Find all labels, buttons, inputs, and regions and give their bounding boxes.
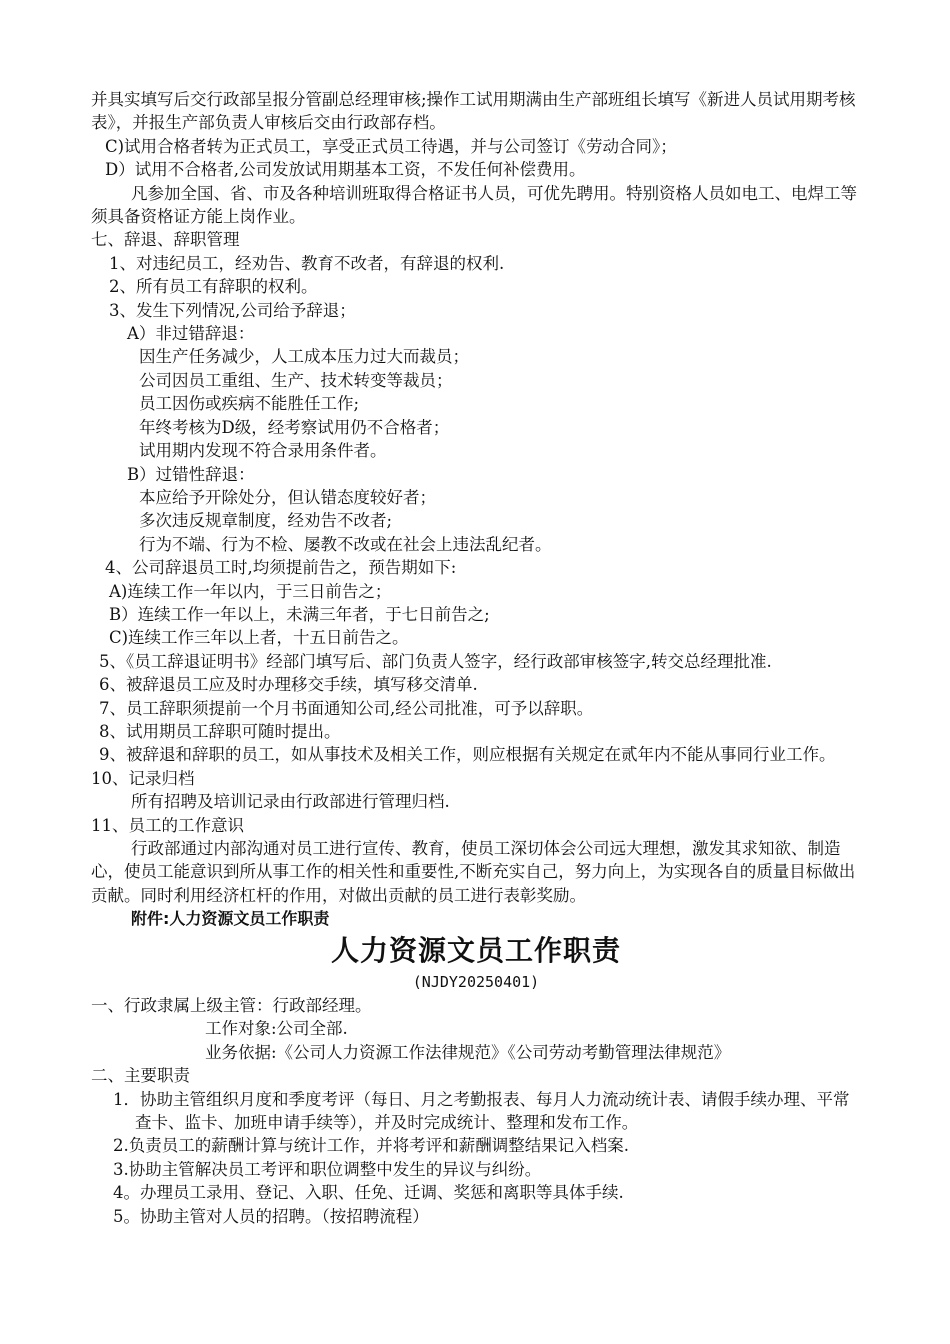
paragraph-probation-review: 并具实填写后交行政部呈报分管副总经理审核;操作工试用期满由生产部班组长填写《新进人员试用期考核表》，并报生产部负责人审核后交由行政部存档。 [91, 90, 856, 133]
item-7-2: 2、所有员工有辞职的权利。 [109, 277, 318, 297]
appendix-superior: 一、行政隶属上级主管：行政部经理。 [91, 996, 372, 1016]
appendix-duty-5: 5。协助主管对人员的招聘。（按招聘流程） [113, 1206, 429, 1226]
item-7-6: 6、被辞退员工应及时办理移交手续，填写移交清单. [99, 675, 478, 695]
item-7-3-b-1: 本应给予开除处分，但认错态度较好者； [139, 487, 436, 507]
item-7-3-a-4: 年终考核为D级，经考察试用仍不合格者； [139, 417, 450, 437]
item-7-9: 9、被辞退和辞职的员工，如从事技术及相关工作，则应根据有关规定在贰年内不能从事同行业工作。 [99, 745, 836, 765]
item-7-3-a-3: 员工因伤或疾病不能胜任工作; [139, 394, 360, 414]
appendix-label: 附件:人力资源文员工作职责 [131, 909, 330, 929]
document-page [91, 88, 861, 1228]
appendix-title: 人力资源文员工作职责 [330, 933, 621, 967]
item-7-3-a: A）非过错辞退： [127, 324, 255, 344]
appendix-duties-heading: 二、主要职责 [91, 1066, 190, 1086]
paragraph-certified-hiring: 凡参加全国、省、市及各种培训班取得合格证书人员，可优先聘用。特别资格人员如电工、电焊工等须具备资格证方能上岗作业。 [91, 183, 857, 227]
item-7-4-a: A)连续工作一年以内，于三日前告之； [109, 581, 392, 601]
section-10-heading: 10、记录归档 [91, 768, 195, 788]
item-7-4: 4、公司辞退员工时,均须提前告之，预告期如下: [105, 558, 457, 578]
item-7-3-a-1: 因生产任务减少，人工成本压力过大而裁员； [139, 347, 469, 367]
item-7-7: 7、员工辞职须提前一个月书面通知公司,经公司批准，可予以辞职。 [99, 698, 594, 718]
item-7-3: 3、发生下列情况,公司给予辞退； [109, 300, 356, 320]
item-7-4-c: C)连续工作三年以上者，十五日前告之。 [109, 628, 409, 648]
appendix-duty-3: 3.协助主管解决员工考评和职位调整中发生的异议与纠纷。 [113, 1159, 542, 1179]
item-7-4-b: B）连续工作一年以上，未满三年者，于七日前告之; [109, 604, 490, 624]
appendix-duty-1: 1．协助主管组织月度和季度考评（每日、月之考勤报表、每月人力流动统计表、请假手续办理、平常查卡、监卡、加班申请手续等），并及时完成统计、整理和发布工作。 [113, 1089, 850, 1133]
item-7-3-a-2: 公司因员工重组、生产、技术转变等裁员； [139, 370, 453, 390]
section-11-heading: 11、员工的工作意识 [91, 815, 244, 835]
paragraph-probation-fail: D）试用不合格者,公司发放试用期基本工资，不发任何补偿费用。 [105, 160, 586, 180]
item-7-8: 8、试用期员工辞职可随时提出。 [99, 721, 341, 741]
section-7-heading: 七、辞退、辞职管理 [91, 230, 240, 250]
item-7-1: 1、对违纪员工，经劝告、教育不改者，有辞退的权利. [109, 253, 505, 273]
item-7-3-b: B）过错性辞退： [127, 464, 255, 484]
item-7-3-a-5: 试用期内发现不符合录用条件者。 [139, 441, 387, 461]
appendix-duty-4: 4。办理员工录用、登记、入职、任免、迁调、奖惩和离职等具体手续. [113, 1183, 624, 1203]
item-11-1: 行政部通过内部沟通对员工进行宣传、教育，使员工深切体会公司远大理想，激发其求知欲、制造心，使员工能意识到所从事工作的相关性和重要性,不断充实自己，努力向上，为实现各自的质量目标做出贡献。同时利用经济杠杆的作用，对做出贡献的员工进行表彰奖励。 [91, 839, 856, 905]
appendix-basis: 业务依据:《公司人力资源工作法律规范》《公司劳动考勤管理法律规范》 [205, 1042, 731, 1062]
appendix-work-object: 工作对象:公司全部. [205, 1019, 348, 1039]
item-7-3-b-3: 行为不端、行为不检、屡教不改或在社会上违法乱纪者。 [139, 534, 552, 554]
appendix-duty-2: 2.负责员工的薪酬计算与统计工作，并将考评和薪酬调整结果记入档案. [113, 1136, 629, 1156]
item-10-1: 所有招聘及培训记录由行政部进行管理归档. [131, 792, 450, 812]
item-7-5: 5、《员工辞退证明书》经部门填写后、部门负责人签字，经行政部审核签字,转交总经理批准. [99, 651, 772, 671]
paragraph-probation-pass: C)试用合格者转为正式员工，享受正式员工待遇，并与公司签订《劳动合同》； [105, 136, 677, 156]
item-7-3-b-2: 多次违反规章制度，经劝告不改者; [139, 511, 393, 531]
appendix-code: (NJDY20250401) [412, 972, 540, 991]
